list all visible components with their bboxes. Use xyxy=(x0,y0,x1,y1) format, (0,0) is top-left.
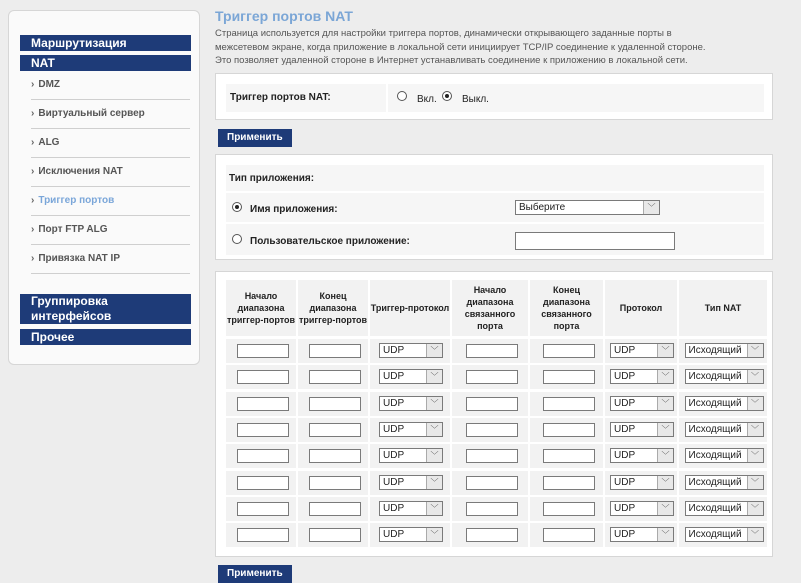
table-cell xyxy=(370,339,450,363)
table-cell xyxy=(370,418,450,442)
trigger-start-input[interactable] xyxy=(237,449,289,463)
header-trigger-end: Конец диапазона триггер-портов xyxy=(298,280,368,336)
chevron-down-icon: ﹀ xyxy=(426,370,442,383)
table-cell xyxy=(226,471,296,495)
nat-type-select[interactable]: Исходящий ﹀ xyxy=(685,369,764,384)
sidebar-item-port-trigger[interactable]: › Триггер портов xyxy=(31,187,190,216)
chevron-right-icon: › xyxy=(31,253,35,264)
trigger-enable-label: Триггер портов NAT: xyxy=(230,92,331,103)
sidebar-item-ftp-alg-port[interactable]: › Порт FTP ALG xyxy=(31,216,190,245)
nat-type-select[interactable]: Исходящий ﹀ xyxy=(685,527,764,542)
chevron-down-icon: ﹀ xyxy=(747,528,763,541)
table-cell xyxy=(226,497,296,521)
table-cell xyxy=(530,471,603,495)
table-cell xyxy=(298,523,368,547)
related-start-input[interactable] xyxy=(466,449,518,463)
table-cell xyxy=(452,418,528,442)
nat-type-select[interactable]: Исходящий ﹀ xyxy=(685,396,764,411)
chevron-down-icon: ﹀ xyxy=(426,502,442,515)
chevron-right-icon: › xyxy=(31,79,35,90)
chevron-down-icon: ﹀ xyxy=(426,528,442,541)
chevron-down-icon: ﹀ xyxy=(747,344,763,357)
table-cell xyxy=(298,339,368,363)
trigger-start-input[interactable] xyxy=(237,528,289,542)
table-cell xyxy=(298,444,368,468)
table-cell xyxy=(452,523,528,547)
table-cell xyxy=(452,365,528,389)
trigger-protocol-select[interactable]: UDP ﹀ xyxy=(379,501,443,516)
table-cell xyxy=(530,497,603,521)
related-end-input[interactable] xyxy=(543,370,595,384)
table-cell xyxy=(679,444,767,468)
table-cell xyxy=(605,418,677,442)
protocol-select[interactable]: UDP ﹀ xyxy=(610,343,674,358)
table-cell xyxy=(370,365,450,389)
table-cell xyxy=(605,392,677,416)
table-cell xyxy=(298,497,368,521)
header-related-end: Конец диапазона связанного порта xyxy=(530,280,603,336)
port-table-panel xyxy=(215,271,773,557)
trigger-end-input[interactable] xyxy=(309,476,361,490)
sidebar-section-interface-grouping[interactable]: Группировка интерфейсов xyxy=(20,294,191,324)
table-cell xyxy=(226,418,296,442)
apply-button-bottom[interactable]: Применить xyxy=(218,565,292,583)
trigger-on-label: Вкл. xyxy=(417,94,437,105)
related-end-input[interactable] xyxy=(543,502,595,516)
chevron-down-icon: ﹀ xyxy=(747,449,763,462)
chevron-down-icon: ﹀ xyxy=(747,370,763,383)
related-start-input[interactable] xyxy=(466,423,518,437)
header-related-start: Начало диапазона связанного порта xyxy=(452,280,528,336)
table-cell xyxy=(530,339,603,363)
chevron-right-icon: › xyxy=(31,224,35,235)
trigger-start-input[interactable] xyxy=(237,502,289,516)
trigger-end-input[interactable] xyxy=(309,370,361,384)
nat-type-select[interactable]: Исходящий ﹀ xyxy=(685,422,764,437)
table-cell xyxy=(370,523,450,547)
table-cell xyxy=(452,471,528,495)
chevron-right-icon: › xyxy=(31,195,35,206)
trigger-protocol-select[interactable]: UDP ﹀ xyxy=(379,422,443,437)
trigger-end-input[interactable] xyxy=(309,397,361,411)
trigger-start-input[interactable] xyxy=(237,370,289,384)
table-cell xyxy=(530,365,603,389)
trigger-on-radio[interactable] xyxy=(397,91,407,101)
header-trigger-start: Начало диапазона триггер-портов xyxy=(226,280,296,336)
table-cell xyxy=(370,444,450,468)
related-end-input[interactable] xyxy=(543,423,595,437)
table-cell xyxy=(226,392,296,416)
table-cell xyxy=(370,392,450,416)
chevron-down-icon: ﹀ xyxy=(657,476,673,489)
chevron-right-icon: › xyxy=(31,108,35,119)
table-cell xyxy=(605,444,677,468)
related-start-input[interactable] xyxy=(466,397,518,411)
trigger-start-input[interactable] xyxy=(237,344,289,358)
table-cell xyxy=(530,392,603,416)
related-start-input[interactable] xyxy=(466,502,518,516)
header-nat-type: Тип NAT xyxy=(679,280,767,336)
sidebar-item-alg[interactable]: › ALG xyxy=(31,129,190,158)
sidebar xyxy=(8,10,200,365)
trigger-off-radio[interactable] xyxy=(442,91,452,101)
trigger-start-input[interactable] xyxy=(237,397,289,411)
table-cell xyxy=(298,392,368,416)
chevron-right-icon: › xyxy=(31,137,35,148)
sidebar-item-nat-exclusions[interactable]: › Исключения NAT xyxy=(31,158,190,187)
sidebar-item-dmz[interactable]: › DMZ xyxy=(31,71,190,100)
table-cell xyxy=(679,392,767,416)
chevron-down-icon: ﹀ xyxy=(747,397,763,410)
header-trigger-protocol: Триггер-протокол xyxy=(370,280,450,336)
table-cell xyxy=(679,365,767,389)
chevron-down-icon: ﹀ xyxy=(643,201,659,214)
chevron-down-icon: ﹀ xyxy=(747,476,763,489)
table-cell xyxy=(226,523,296,547)
sidebar-item-virtual-server[interactable]: › Виртуальный сервер xyxy=(31,100,190,129)
chevron-down-icon: ﹀ xyxy=(426,344,442,357)
trigger-end-input[interactable] xyxy=(309,344,361,358)
protocol-select[interactable]: UDP ﹀ xyxy=(610,396,674,411)
table-cell xyxy=(679,497,767,521)
nat-type-select[interactable]: Исходящий ﹀ xyxy=(685,475,764,490)
app-name-select[interactable]: Выберите ﹀ xyxy=(515,200,660,215)
nat-type-select[interactable]: Исходящий ﹀ xyxy=(685,343,764,358)
page-title: Триггер портов NAT xyxy=(215,8,353,24)
related-start-input[interactable] xyxy=(466,528,518,542)
related-end-input[interactable] xyxy=(543,449,595,463)
table-cell xyxy=(298,471,368,495)
trigger-protocol-select[interactable]: UDP ﹀ xyxy=(379,448,443,463)
table-cell xyxy=(605,365,677,389)
protocol-select[interactable]: UDP ﹀ xyxy=(610,422,674,437)
sidebar-section-routing[interactable]: Маршрутизация xyxy=(20,35,191,51)
custom-app-input[interactable] xyxy=(515,232,675,250)
application-type-label: Тип приложения: xyxy=(229,173,315,184)
sidebar-item-nat-ip-binding[interactable]: › Привязка NAT IP xyxy=(31,245,190,274)
table-cell xyxy=(452,339,528,363)
custom-app-label: Пользовательское приложение: xyxy=(250,236,410,247)
chevron-down-icon: ﹀ xyxy=(747,502,763,515)
chevron-down-icon: ﹀ xyxy=(657,370,673,383)
app-name-label: Имя приложения: xyxy=(250,204,338,215)
table-cell xyxy=(605,497,677,521)
chevron-down-icon: ﹀ xyxy=(426,449,442,462)
chevron-down-icon: ﹀ xyxy=(747,423,763,436)
related-end-input[interactable] xyxy=(543,397,595,411)
table-cell xyxy=(605,471,677,495)
related-end-input[interactable] xyxy=(543,476,595,490)
table-cell xyxy=(679,418,767,442)
trigger-protocol-select[interactable]: UDP ﹀ xyxy=(379,343,443,358)
nat-type-select[interactable]: Исходящий ﹀ xyxy=(685,448,764,463)
chevron-down-icon: ﹀ xyxy=(657,502,673,515)
trigger-protocol-select[interactable]: UDP ﹀ xyxy=(379,369,443,384)
trigger-end-input[interactable] xyxy=(309,449,361,463)
chevron-down-icon: ﹀ xyxy=(657,528,673,541)
table-cell xyxy=(298,365,368,389)
header-protocol: Протокол xyxy=(605,280,677,336)
chevron-right-icon: › xyxy=(31,166,35,177)
trigger-end-input[interactable] xyxy=(309,502,361,516)
protocol-select[interactable]: UDP ﹀ xyxy=(610,369,674,384)
apply-button[interactable]: Применить xyxy=(218,129,292,147)
table-cell xyxy=(530,418,603,442)
table-cell xyxy=(679,523,767,547)
table-cell xyxy=(605,339,677,363)
custom-app-radio[interactable] xyxy=(232,234,242,244)
table-cell xyxy=(370,471,450,495)
trigger-end-input[interactable] xyxy=(309,528,361,542)
application-type-panel xyxy=(215,154,773,260)
chevron-down-icon: ﹀ xyxy=(657,423,673,436)
chevron-down-icon: ﹀ xyxy=(426,397,442,410)
chevron-down-icon: ﹀ xyxy=(657,449,673,462)
chevron-down-icon: ﹀ xyxy=(426,476,442,489)
chevron-down-icon: ﹀ xyxy=(426,423,442,436)
table-cell xyxy=(452,444,528,468)
table-cell xyxy=(226,365,296,389)
table-cell xyxy=(452,392,528,416)
trigger-start-input[interactable] xyxy=(237,423,289,437)
table-cell xyxy=(226,339,296,363)
related-start-input[interactable] xyxy=(466,370,518,384)
table-cell xyxy=(226,444,296,468)
related-end-input[interactable] xyxy=(543,344,595,358)
trigger-off-label: Выкл. xyxy=(462,94,489,105)
chevron-down-icon: ﹀ xyxy=(657,344,673,357)
table-cell xyxy=(679,471,767,495)
protocol-select[interactable]: UDP ﹀ xyxy=(610,475,674,490)
trigger-protocol-select[interactable]: UDP ﹀ xyxy=(379,475,443,490)
protocol-select[interactable]: UDP ﹀ xyxy=(610,527,674,542)
related-end-input[interactable] xyxy=(543,528,595,542)
app-name-radio[interactable] xyxy=(232,202,242,212)
chevron-down-icon: ﹀ xyxy=(657,397,673,410)
table-cell xyxy=(452,497,528,521)
table-cell xyxy=(605,523,677,547)
table-cell xyxy=(530,523,603,547)
trigger-start-input[interactable] xyxy=(237,476,289,490)
sidebar-section-nat[interactable]: NAT xyxy=(20,55,191,71)
table-cell xyxy=(530,444,603,468)
trigger-enable-panel xyxy=(215,73,773,120)
protocol-select[interactable]: UDP ﹀ xyxy=(610,448,674,463)
trigger-end-input[interactable] xyxy=(309,423,361,437)
trigger-protocol-select[interactable]: UDP ﹀ xyxy=(379,396,443,411)
sidebar-section-other[interactable]: Прочее xyxy=(20,329,191,345)
table-cell xyxy=(679,339,767,363)
protocol-select[interactable]: UDP ﹀ xyxy=(610,501,674,516)
nat-type-select[interactable]: Исходящий ﹀ xyxy=(685,501,764,516)
table-cell xyxy=(298,418,368,442)
page-description: Страница используется для настройки триггера портов, динамически открывающего заданные порты в межсетевом экране, когда приложение в локальной сети инициирует TCP/IP соединение к удаленной стороне. Это позволяет удаленной стороне в Интернет устанавливать соединение к приложению в локальной сети. xyxy=(215,28,706,66)
related-start-input[interactable] xyxy=(466,344,518,358)
table-cell xyxy=(370,497,450,521)
related-start-input[interactable] xyxy=(466,476,518,490)
trigger-protocol-select[interactable]: UDP ﹀ xyxy=(379,527,443,542)
